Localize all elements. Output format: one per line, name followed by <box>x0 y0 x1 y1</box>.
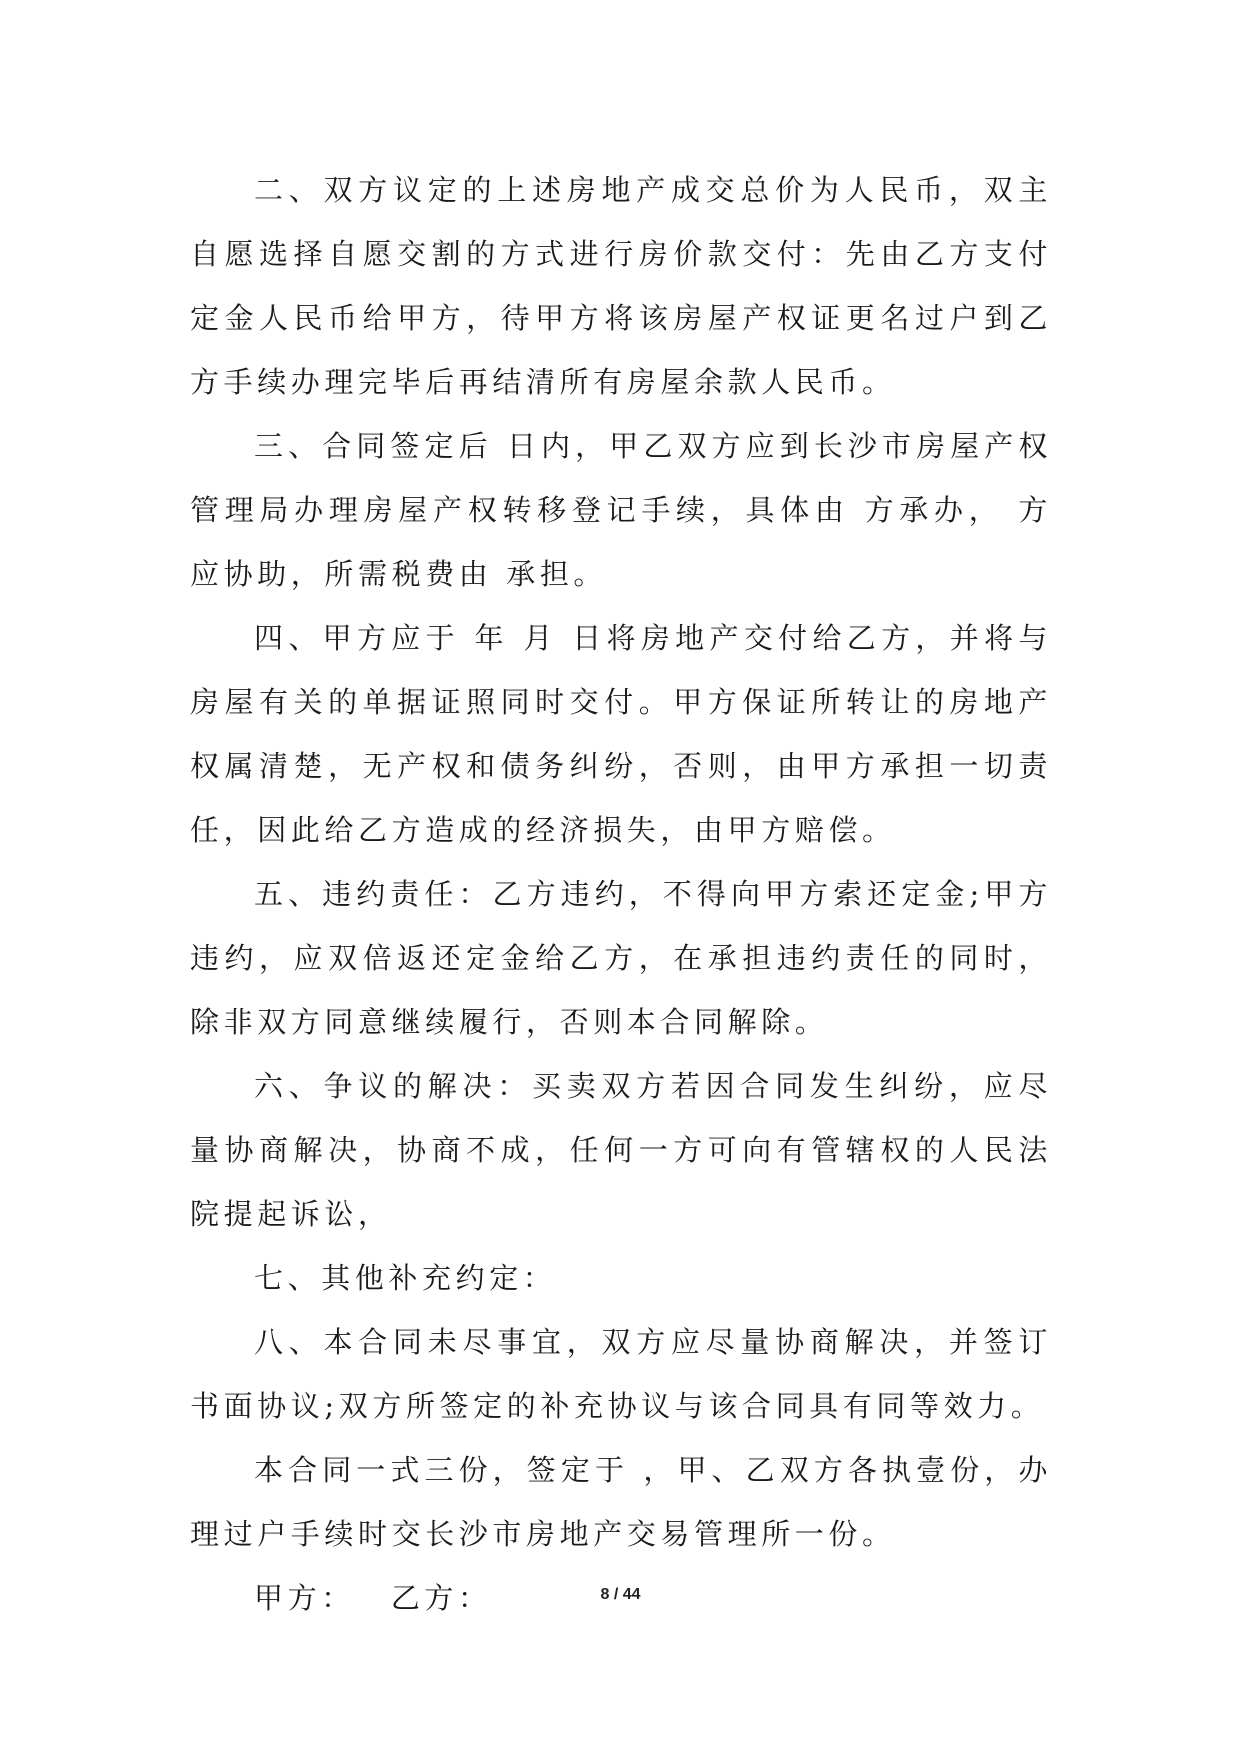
party-a-label: 甲方： <box>254 1581 355 1615</box>
copies-paragraph: 本合同一式三份，签定于 ，甲、乙双方各执壹份，办理过户手续时交长沙市房地产交易管理所一份。 <box>190 1453 1052 1551</box>
page-number: 8 / 44 <box>600 1586 641 1603</box>
clause-2-paragraph: 二、双方议定的上述房地产成交总价为人民币，双主自愿选择自愿交割的方式进行房价款交付：先由乙方支付定金人民币给甲方，待甲方将该房屋产权证更名过户到乙方手续办理完毕后再结清所有房屋余款人民币。 <box>190 173 1052 399</box>
document-body <box>190 158 1052 1630</box>
clause-3-paragraph: 三、合同签定后 日内，甲乙双方应到长沙市房屋产权管理局办理房屋产权转移登记手续，具体由 方承办， 方应协助，所需税费由 承担。 <box>190 429 1052 591</box>
party-b-label: 乙方： <box>390 1581 492 1615</box>
clause-7-other-paragraph: 七、其他补充约定： <box>254 1261 557 1295</box>
clause-8-supplement-paragraph: 八、本合同未尽事宜，双方应尽量协商解决，并签订书面协议;双方所签定的补充协议与该合同具有同等效力。 <box>190 1325 1052 1423</box>
clause-5-breach-paragraph: 五、违约责任：乙方违约，不得向甲方索还定金;甲方违约，应双倍返还定金给乙方，在承担违约责任的同时，除非双方同意继续履行，否则本合同解除。 <box>190 877 1052 1039</box>
clause-4-paragraph: 四、甲方应于 年 月 日将房地产交付给乙方，并将与房屋有关的单据证照同时交付。甲方保证所转让的房地产权属清楚，无产权和债务纠纷，否则，由甲方承担一切责任，因此给乙方造成的经济损失，由甲方赔偿。 <box>190 621 1052 847</box>
clause-6-dispute-paragraph: 六、争议的解决：买卖双方若因合同发生纠纷，应尽量协商解决，协商不成，任何一方可向有管辖权的人民法院提起诉讼， <box>190 1069 1052 1231</box>
